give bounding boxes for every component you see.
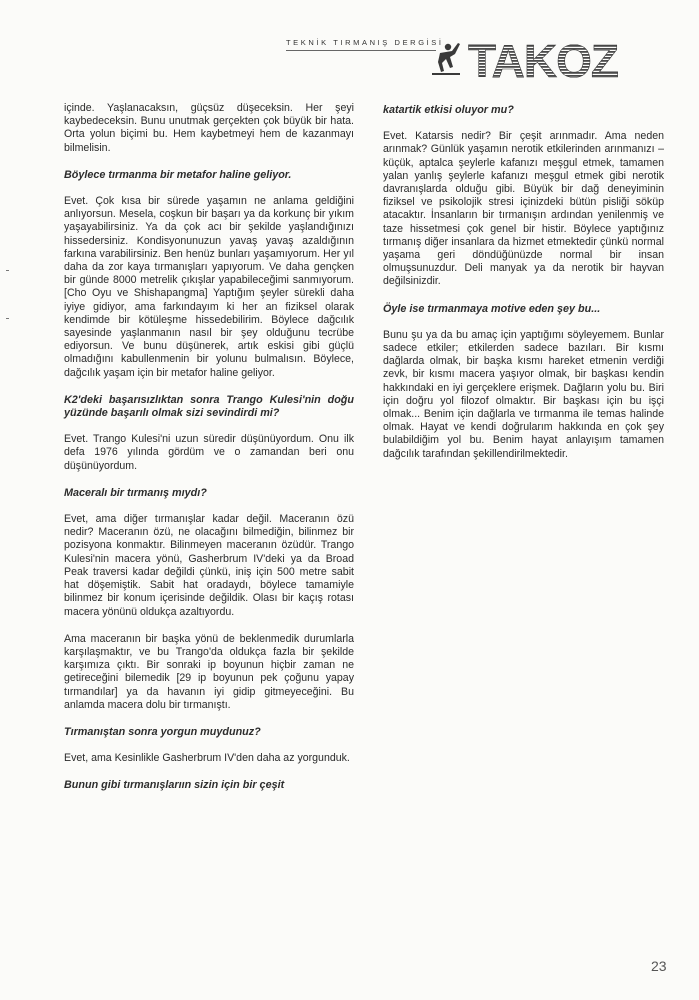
left-column: [64, 102, 354, 806]
interview-question: Maceralı bir tırmanış mıydı?: [64, 486, 207, 499]
paragraph: içinde. Yaşlanacaksın, güçsüz düşeceksin. Her şeyi kaybedeceksin. Bunu unutmak gerçekten çok büyük bir hata. Orta yolun biçimi bu. Hem kaybetmeyi hem de kazanmayı bilmelisin.: [64, 102, 354, 154]
magazine-subtitle: TEKNİK TIRMANIŞ DERGİSİ: [286, 38, 444, 47]
interview-question: K2'deki başarısızlıktan sonra Trango Kulesi'nin doğu yüzünde başarılı olmak sizi sevindirdi mi?: [64, 393, 354, 420]
paragraph: Evet, ama Kesinlikle Gasherbrum IV'den daha az yorgunduk.: [64, 752, 350, 765]
takoz-logo: [430, 33, 660, 81]
paragraph: Evet. Katarsis nedir? Bir çeşit arınmadır. Ama neden arınmak? Günlük yaşamın nerotik etkilerinden arınmanızı – küçük, aptalca şeylerle kafanızı meşgul etmek, tamamen yalan yanlış şeylerle kafanızı meşgul etmek gibi nerotik davranışlarda olduğu gibi. Büyük bir dağ deneyiminin fiziksel ve psikolojik stresi içinizdeki bütün pisliği söküp atacaktır. İnsanların bir tırmanışın ardından yenilenmiş ve taze hissetmesi çok genel bir histir. Böylece yaptığınız tırmanış diğer insanlara da hizmet etmektedir çünkü normal yaşama geri döndüğünüzde normal bir insan olmuşsunuzdur. Deli manyak ya da nerotik bir hayvan değilsinizdir.: [383, 130, 664, 288]
interview-question: katartik etkisi oluyor mu?: [383, 104, 514, 116]
page-number: 23: [651, 958, 667, 974]
interview-question: Tırmanıştan sonra yorgun muydunuz?: [64, 725, 261, 738]
magazine-header: [0, 0, 699, 90]
right-column: [383, 104, 664, 474]
margin-mark: [6, 270, 9, 271]
margin-mark: [6, 318, 9, 319]
paragraph: Evet, ama diğer tırmanışlar kadar değil. Maceranın özü nedir? Maceranın özü, ne olacağını bilmediğin, bilinmez bir pozisyona konmaktır. Bilinmeyen maceranın özüdür. Trango Kulesi'nin macera yönü, Gasherbrum IV'deki ya da Broad Peak traversi kadar değildi çünkü, iniş için 500 metre sabit hat döşemiştik. Sabit hat oradaydı, böylece tamamiyle bilinmez bir konum içerisinde değildik. Olası bir kaçış rotası macera yönünü oldukça azaltıyordu.: [64, 513, 354, 618]
interview-question: Böylece tırmanma bir metafor haline geliyor.: [64, 168, 292, 181]
paragraph: Evet. Çok kısa bir sürede yaşamın ne anlama geldiğini anlıyorsun. Mesela, coşkun bir başarı ya da korkunç bir yıkım yaşayabilirsiniz. Ya da çok acı bir şekilde yaşlandığınızı hissedersiniz. Kondisyonunuzun yavaş yavaş azaldığının farkına varabilirsiniz. Ben henüz bunları yaşamıyorum. Her yıl daha da zor kaya tırmanışları yapıyorum. Ve daha gençken bir günde 8000 metrelik çıkışlar yapabileceğimi sanmıyorum. [Cho Oyu ve Shishapangma] Yaptığım şeyler sürekli daha iyiye gidiyor, ama farkındayım ki her an fiziksel olarak kendimde bir kötüleşme hissedebilirim. Böylece dağcılık sayesinde yaşlanmanın nasıl bir şey olduğunu tecrübe ediyorsun. Ve bunu düşünerek, artık eskisi gibi güçlü olmadığını kabullenmenin bir yolunu bulmalısın. Böylece, dağcılık yaşam için bir metafor haline geliyor.: [64, 195, 354, 379]
interview-question: Bunun gibi tırmanışlarıın sizin için bir çeşit: [64, 779, 285, 792]
paragraph: Ama maceranın bir başka yönü de beklenmedik durumlarla karşılaşmaktır, ve bu Trango'da oldukça fazla bir şekilde karşımıza çıktı. Bir sonraki ip boyunun hiçbir zaman ne getireceğini bilemedik [29 ip boyunun pek çoğunu yapay tırmandılar] ya da havanın iyi gidip gitmeyeceğini. Bu anlamda macera dolu bir tırmanıştı.: [64, 632, 354, 711]
header-rule: [286, 50, 436, 51]
logo-wordmark: TAKOZ: [468, 35, 619, 81]
paragraph: Evet. Trango Kulesi'ni uzun süredir düşünüyordum. Onu ilk defa 1976 yılında gördüm ve o zamandan beri onu düşünüyordum.: [64, 433, 354, 472]
interview-question: Öyle ise tırmanmaya motive eden şey bu...: [383, 302, 601, 315]
paragraph: Bunu şu ya da bu amaç için yaptığımı söyleyemem. Bunlar sadece etkiler; etkilerden sadece bazıları. Bir kısmı dağlarda olmak, bir başka kısmı hareket etmenin verdiği zevk, bir kısmı macera yaşıyor olmak, bir başkası kendin hakkındaki en iyi gerçeklere erişmek. Dağların yolu bu. Biri için doğru yol filozof olmaktır. Bir başkası için bu işçi olmak... Benim için dağlarla ve tırmanma ile temas halinde olmak. Hayat ve kendi doğrularım hakkında en çok şey bulabildiğim yol bu. Benim hayat anlayışım tamamen dağcılık tarafından şekillendirilmektedir.: [383, 328, 664, 460]
